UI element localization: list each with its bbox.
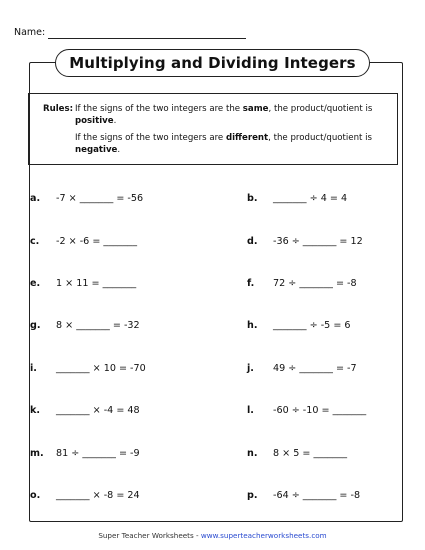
rule1-text-mid: , the product/quotient is bbox=[268, 104, 373, 114]
footer-separator: - bbox=[193, 531, 201, 540]
rule2-result: negative bbox=[75, 144, 118, 155]
problem-label: h. bbox=[247, 320, 258, 331]
rules-box bbox=[28, 93, 398, 165]
problem-expression: 1 × 11 = _______ bbox=[56, 278, 137, 289]
footer-brand: Super Teacher Worksheets bbox=[98, 531, 194, 540]
problem-label: p. bbox=[247, 490, 258, 501]
name-input-line[interactable] bbox=[48, 38, 246, 39]
problem-expression: 72 ÷ _______ = -8 bbox=[273, 278, 357, 289]
rule-different-signs bbox=[75, 133, 405, 156]
problem-label: e. bbox=[30, 278, 41, 289]
problem-expression: _______ × 10 = -70 bbox=[56, 363, 146, 374]
problem-expression: 8 × _______ = -32 bbox=[56, 320, 140, 331]
rules-label: Rules: bbox=[43, 104, 74, 114]
problem-expression: _______ × -4 = 48 bbox=[56, 405, 140, 416]
rule-same-signs bbox=[75, 104, 405, 127]
rule1-text-pre: If the signs of the two integers are the bbox=[75, 104, 243, 114]
problem-label: n. bbox=[247, 448, 258, 459]
page-title: Multiplying and Dividing Integers bbox=[55, 49, 370, 77]
problem-expression: 81 ÷ _______ = -9 bbox=[56, 448, 140, 459]
name-label: Name: bbox=[14, 27, 46, 38]
rule2-text-mid: , the product/quotient is bbox=[268, 133, 373, 143]
problem-expression: _______ ÷ -5 = 6 bbox=[273, 320, 351, 331]
rule2-key: different bbox=[225, 133, 269, 143]
rule2-text-post: . bbox=[117, 144, 121, 155]
problem-label: j. bbox=[247, 363, 254, 374]
problem-expression: -64 ÷ _______ = -8 bbox=[273, 490, 361, 501]
problem-expression: -2 × -6 = _______ bbox=[56, 236, 137, 247]
problem-label: i. bbox=[30, 363, 37, 374]
problem-expression: _______ ÷ 4 = 4 bbox=[273, 193, 348, 204]
problem-label: m. bbox=[30, 448, 44, 459]
footer-url-link[interactable]: www.superteacherworksheets.com bbox=[200, 531, 327, 540]
problem-label: k. bbox=[30, 405, 41, 416]
footer bbox=[0, 531, 425, 540]
problem-expression: 49 ÷ _______ = -7 bbox=[273, 363, 357, 374]
problem-expression: 8 × 5 = _______ bbox=[273, 448, 348, 459]
problem-expression: -60 ÷ -10 = _______ bbox=[273, 405, 367, 416]
problem-label: c. bbox=[30, 236, 40, 247]
problem-expression: -36 ÷ _______ = 12 bbox=[273, 236, 363, 247]
rule1-text-post: . bbox=[113, 115, 117, 126]
problem-expression: _______ × -8 = 24 bbox=[56, 490, 140, 501]
problem-label: b. bbox=[247, 193, 258, 204]
rule1-key: same bbox=[242, 104, 269, 114]
problem-label: f. bbox=[247, 278, 255, 289]
problem-label: a. bbox=[30, 193, 41, 204]
rule1-result: positive bbox=[75, 115, 114, 126]
problem-label: g. bbox=[30, 320, 41, 331]
problem-expression: -7 × _______ = -56 bbox=[56, 193, 144, 204]
problem-label: o. bbox=[30, 490, 41, 501]
problem-label: l. bbox=[247, 405, 254, 416]
problem-label: d. bbox=[247, 236, 258, 247]
rule2-text-pre: If the signs of the two integers are bbox=[75, 133, 226, 143]
